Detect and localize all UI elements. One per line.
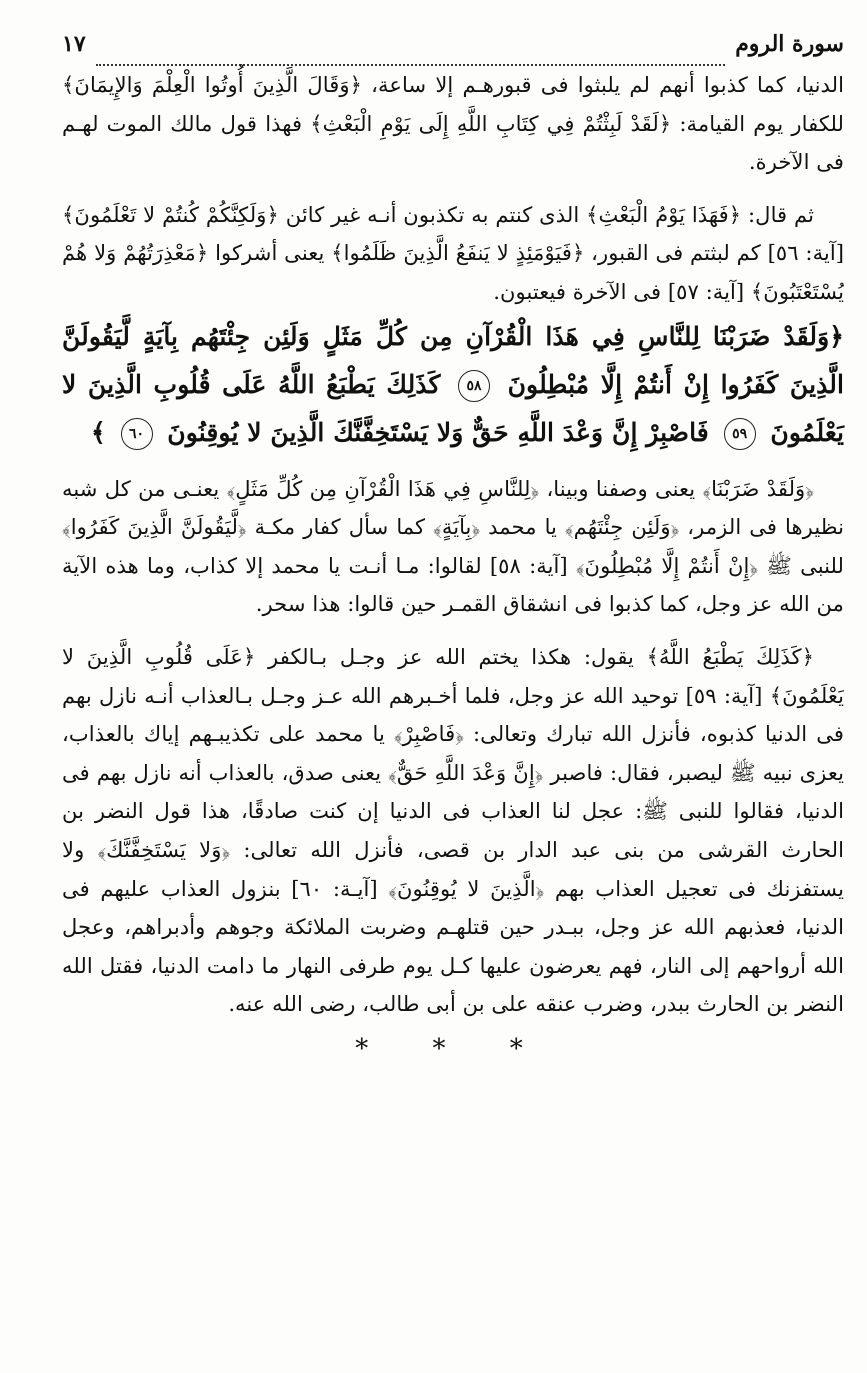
quran-verses [62,312,844,456]
quran-verse-59: كَذَلِكَ يَطْبَعُ اللَّهُ عَلَى قُلُوبِ الَّذِينَ لا يَعْلَمُونَ [62,368,844,447]
quran-close-bracket: ﴾ [90,416,106,447]
surah-title: سورة الروم [735,31,844,57]
ayah-marker-59: ٥٩ [724,418,756,450]
book-page [62,22,844,1352]
paragraph-4: ﴿كَذَلِكَ يَطْبَعُ اللَّهُ﴾ يقول: هكذا يختم الله عز وجـل بـالكفر ﴿عَلَى قُلُوبِ الَّذِينَ لا يَعْلَمُونَ﴾ [آية: ٥٩] توحيد الله عز وجل، فلما أخـبرهم الله عـز وجـل بـالعذاب أنـه نازل بهم فى الدنيا كذبوه، فأنزل الله تبارك وتعالى: ﴿فَاصْبِرْ﴾ يا محمد على تكذيبـهم إياك بالعذاب، يعزى نبيه ﷺ ليصبر، فقال: فاصبر ﴿إِنَّ وَعْدَ اللَّهِ حَقٌّ﴾ يعنى صدق، بالعذاب أنه نازل بهم فى الدنيا، فقالوا للنبى ﷺ: عجل لنا العذاب فى الدنيا إن كنت صادقًا، هذا قول النضر بن الحارث القرشى من بنى عبد الدار بن قصى، فأنزل الله تعالى: ﴿وَلا يَسْتَخِفَّنَّكَ﴾ ولا يستفزنك فى تعجيل العذاب بهم ﴿الَّذِينَ لا يُوقِنُونَ﴾ [آيـة: ٦٠] بنزول العذاب عليهم فى الدنيا، فعذبهم الله عز وجل، ببـدر حين قتلهـم وضربت الملائكة وجوهم وأدبراهم، وعجل الله أرواحهم إلى النار، فهم يعرضون عليها كـل يوم طرفى النهار ما دامت الدنيا، فقتل الله النضر بن الحارث ببدر، وضرب عنقه على بن أبى طالب، رضى الله عنه. [62,643,844,1017]
page-header [62,22,844,66]
quran-verse-60: فَاصْبِرْ إِنَّ وَعْدَ اللَّهِ حَقٌّ وَلا يَسْتَخِفَّنَّكَ الَّذِينَ لا يُوقِنُونَ [167,416,709,447]
ayah-marker-60: ٦٠ [121,418,153,450]
paragraph-3: ﴿وَلَقَدْ ضَرَبْنَا﴾ يعنى وصفنا وبينا، ﴿لِلنَّاسِ فِي هَذَا الْقُرْآنِ مِن كُلِّ مَثَلٍ﴾ يعنـى من كل شبه نظيرها فى الزمر، ﴿وَلَئِن جِئْتَهُم﴾ يا محمد ﴿بِآيَةٍ﴾ كما سأل كفار مكـة ﴿لَّيَقُولَنَّ الَّذِينَ كَفَرُوا﴾ للنبى ﷺ ﴿إِنْ أَنتُمْ إِلَّا مُبْطِلُونَ﴾ [آية: ٥٨] لقالوا: مـا أنـت يا محمد إلا كذاب، وما هذه الآية من الله عز وجل، كما كذبوا فى انشقاق القمـر حين قالوا: هذا سحر. [62,475,844,617]
section-separator: * * * [355,1033,551,1064]
ayah-marker-58: ٥٨ [458,370,490,402]
page-number: ١٧ [62,31,86,57]
header-dotted-leader [96,36,726,66]
paragraph-1: الدنيا، كما كذبوا أنهم لم يلبثوا فى قبورهـم إلا ساعة، ﴿وَقَالَ الَّذِينَ أُوتُوا الْعِلْمَ وَالإِيمَانَ﴾ للكفار يوم القيامة: ﴿لَقَدْ لَبِثْتُمْ فِي كِتَابِ اللَّهِ إِلَى يَوْمِ الْبَعْثِ﴾ فهذا قول مالك الموت لهـم فى الآخرة. [62,72,844,175]
paragraph-2: ثم قال: ﴿فَهَذَا يَوْمُ الْبَعْثِ﴾ الذى كنتم به تكذبون أنـه غير كائن ﴿وَلَكِنَّكُمْ كُنتُمْ لا تَعْلَمُونَ﴾ [آية: ٥٦] كم لبثتم فى القبور، ﴿فَيَوْمَئِذٍ لا يَنفَعُ الَّذِينَ ظَلَمُوا﴾ يعنى أشركوا ﴿مَعْذِرَتُهُمْ وَلا هُمْ يُسْتَعْتَبُونَ﴾ [آية: ٥٧] فى الآخرة فيعتبون. [62,201,844,304]
quran-verse-58: ﴿وَلَقَدْ ضَرَبْنَا لِلنَّاسِ فِي هَذَا الْقُرْآنِ مِن كُلِّ مَثَلٍ وَلَئِن جِئْتَهُم بِآيَةٍ لَّيَقُولَنَّ الَّذِينَ كَفَرُوا إِنْ أَنتُمْ إِلَّا مُبْطِلُونَ [62,320,844,399]
